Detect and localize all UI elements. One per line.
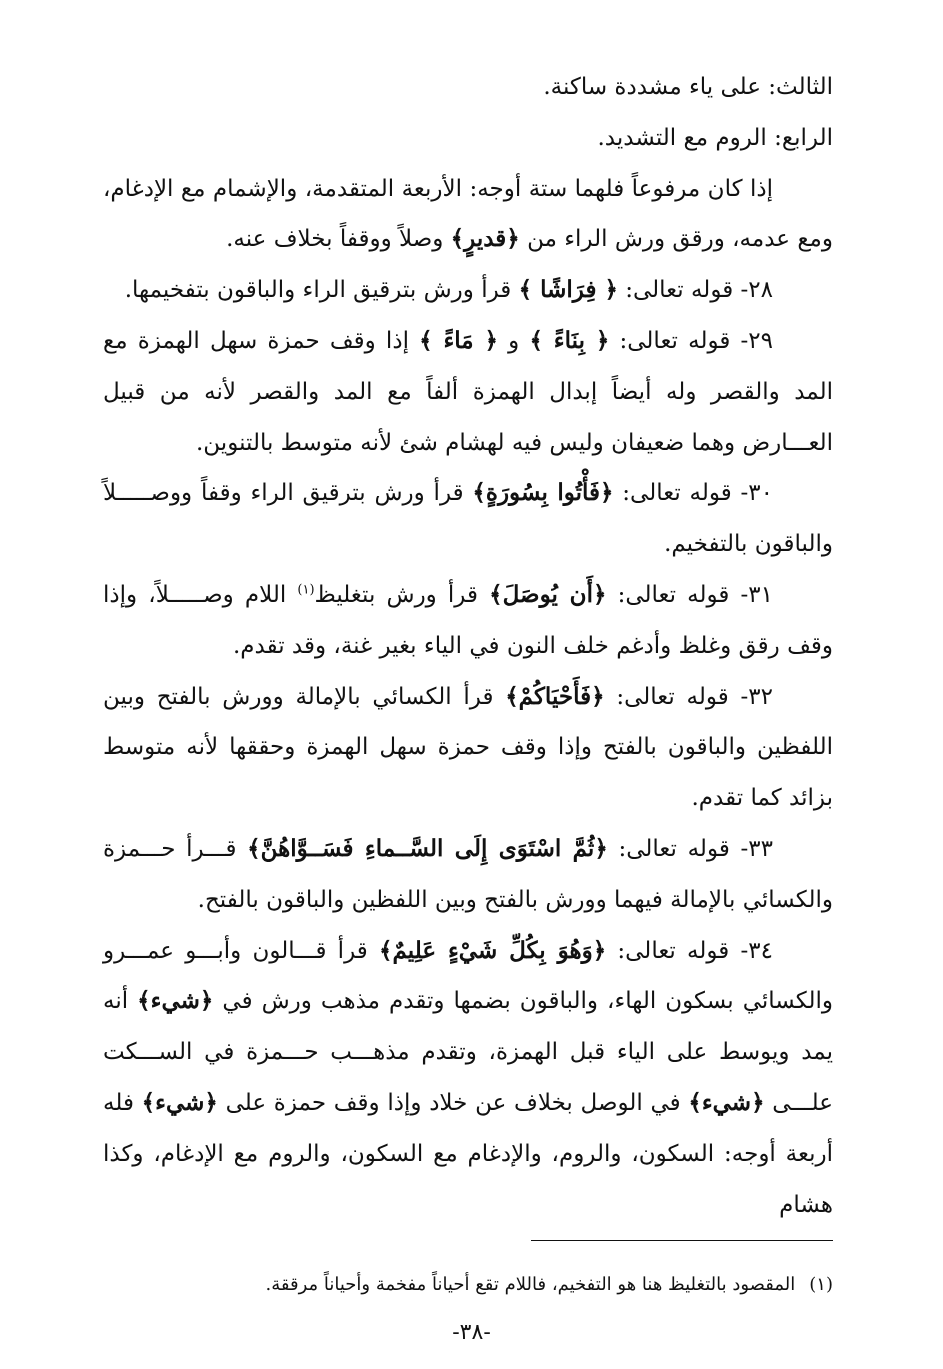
body-text [103, 62, 833, 1230]
paragraph-text: قـــرأ حـــمزة والكسائي بالإمالة فيهما وورش بالفتح وبين اللفظين والباقون بالفتح. [103, 835, 833, 913]
paragraph [103, 62, 833, 113]
paragraph [103, 468, 833, 570]
paragraph-text: وصلاً ووقفاً بخلاف عنه. [226, 226, 451, 253]
quranic-quote: ﴿وَهُوَ بِكُلِّ شَيْءٍ عَلِيمٌ﴾ [378, 936, 607, 964]
paragraph-text: ٣٢- قوله تعالى: [604, 683, 773, 710]
quranic-quote: ﴿ مَاءً ﴾ [419, 326, 498, 354]
paragraph-text: الرابع: الروم مع التشديد. [597, 124, 833, 151]
paragraph-text: إذا وقف حمزة سهل الهمزة مع المد والقصر وله أيضاً إبدال الهمزة ألفاً مع المد والقصر لأنه من قبيل العـــارض وهما ضعيفان وليس فيه لهشام شئ لأنه متوسط بالتنوين. [103, 327, 833, 456]
paragraph-text: قرأ ورش بترقيق الراء والباقون بتفخيمها. [124, 277, 519, 304]
footnote-reference: (١) [297, 582, 315, 598]
paragraph [103, 113, 833, 164]
quranic-quote: ﴿أَن يُوصَلَ﴾ [489, 580, 607, 608]
paragraph-text: ٢٩- قوله تعالى: [609, 327, 773, 354]
paragraph [103, 672, 833, 824]
footnote-separator [531, 1240, 833, 1241]
paragraph-text: في الوصل بخلاف عن خلاد وإذا وقف حمزة على [217, 1089, 689, 1116]
quranic-quote: ﴿شيء﴾ [688, 1088, 765, 1116]
quranic-quote: ﴿شيء﴾ [141, 1088, 218, 1116]
paragraph [103, 824, 833, 926]
quranic-quote: ﴿قديرٍ﴾ [450, 225, 520, 253]
paragraph-text: الثالث: على ياء مشددة ساكنة. [543, 74, 833, 100]
quranic-quote: ﴿فَأَحْيَاكُمْ﴾ [505, 682, 605, 710]
paragraph-text: ٣٣- قوله تعالى: [607, 835, 773, 862]
paragraph-text: قرأ قـــالون وأبـــو عمـــرو والكسائي بسكون الهاء، والباقون بضمها وتقدم مذهب ورش في [103, 937, 834, 1015]
paragraph [103, 164, 833, 266]
paragraph-text: ٣١- قوله تعالى: [606, 581, 774, 608]
paragraph-text: قرأ الكسائي بالإمالة وورش بالفتح وبين اللفظين والباقون بالفتح وإذا وقف حمزة سهل الهمزة وحققها لأنه متوسط بزائد كما تقدم. [103, 683, 833, 812]
quranic-quote: ﴿فَأْتُوا بِسُورَةٍ﴾ [472, 479, 614, 507]
paragraph-text: أنه يمد ويوسط على الياء قبل الهمزة، وتقدم مذهـــب حـــمزة في الســـكت علـــى [103, 988, 833, 1116]
paragraph [103, 265, 833, 316]
quranic-quote: ﴿ثُمَّ اسْتَوَى إِلَى السَّــماءِ فَسَــوَّاهُنَّ﴾ [247, 834, 608, 862]
paragraph-text: ٢٨- قوله تعالى: [617, 277, 773, 304]
paragraph [103, 316, 833, 468]
paragraph-text: ٣٤- قوله تعالى: [606, 937, 773, 964]
quranic-quote: ﴿شيء﴾ [137, 987, 214, 1015]
paragraph-text: قرأ ورش بترقيق الراء وقفاً ووصـــــلاً والباقون بالتفخيم. [103, 480, 833, 558]
page-number: -٣٨- [452, 1320, 491, 1345]
footnote-marker: (١) [809, 1274, 833, 1295]
paragraph-text: اللام وصـــــلاً، وإذا وقف رقق وغلظ وأدغم خلف النون في الياء بغير غنة، وقد تقدم. [103, 581, 833, 659]
quranic-quote: ﴿ فِرَاشًا ﴾ [518, 276, 618, 304]
paragraph [103, 570, 833, 672]
paragraph-text: و [497, 327, 530, 354]
paragraph [103, 926, 833, 1231]
quranic-quote: ﴿ بِنَاءً ﴾ [529, 326, 610, 354]
paragraph-text: فله أربعة أوجه: السكون، والروم، والإدغام مع السكون، والروم مع الإدغام، وكذا هشام [103, 1089, 833, 1218]
footnote [103, 1270, 833, 1300]
paragraph-text: قرأ ورش بتغليظ [314, 581, 490, 608]
paragraph-text: ٣٠- قوله تعالى: [613, 480, 773, 507]
paragraph-text: إذا كان مرفوعاً فلهما ستة أوجه: الأربعة المتقدمة، والإشمام مع الإدغام، ومع عدمه، ورقق ورش الراء من [103, 175, 833, 253]
footnote-text: المقصود بالتغليظ هنا هو التفخيم، فاللام تقع أحياناً مفخمة وأحياناً مرققة. [265, 1274, 796, 1295]
